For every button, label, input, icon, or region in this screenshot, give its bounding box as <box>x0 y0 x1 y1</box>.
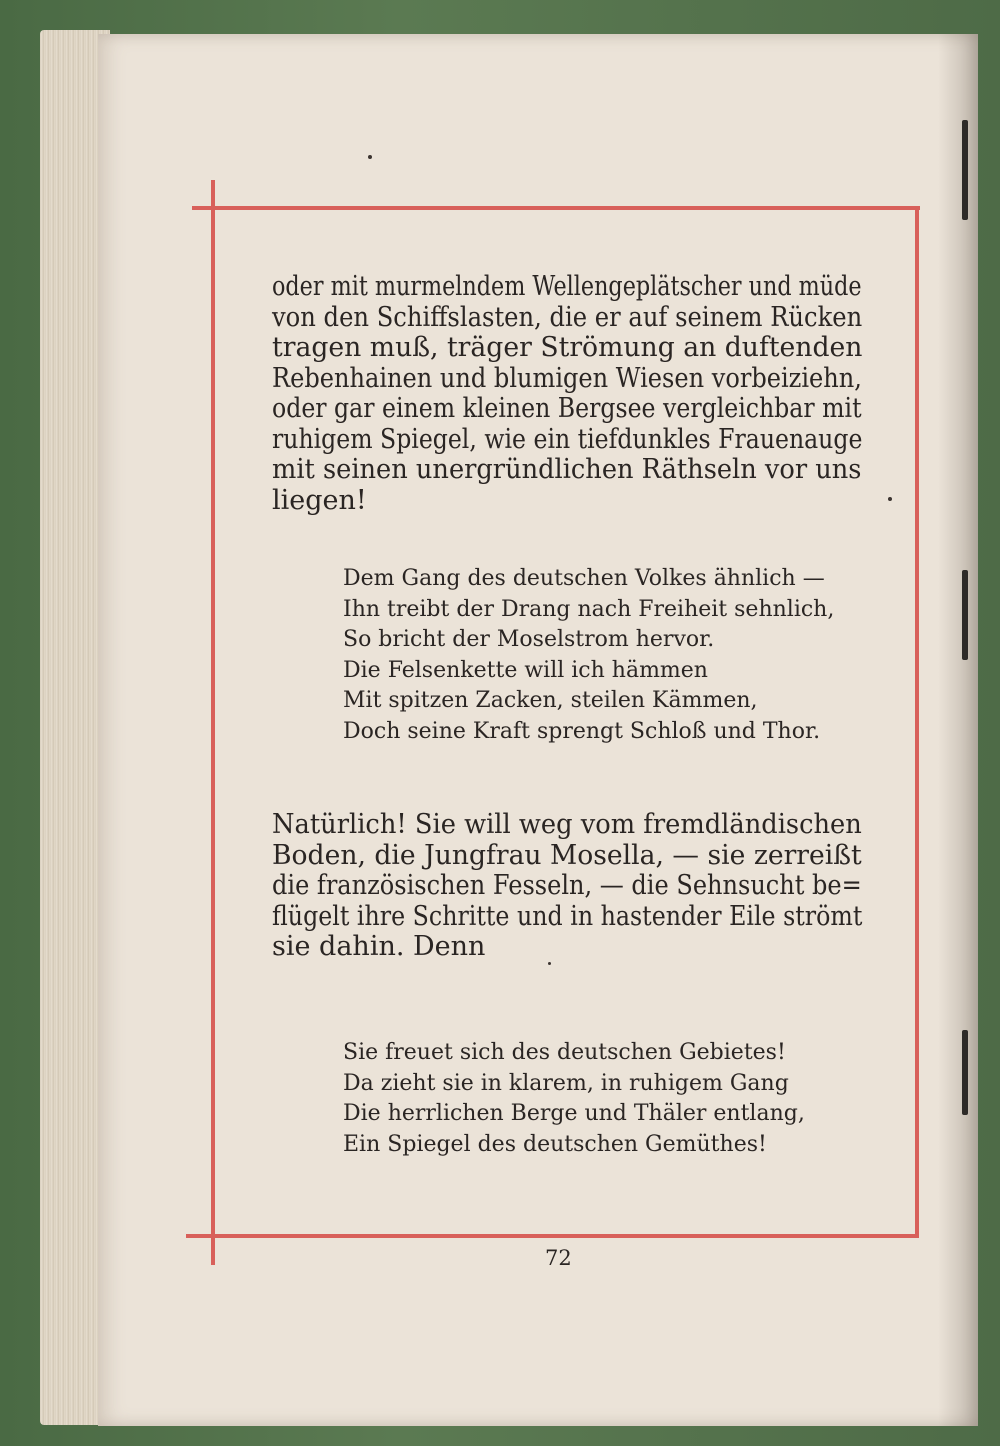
verse-line: Mit spitzen Zacken, steilen Kämmen, <box>343 688 758 713</box>
text-line: Natürlich! Sie will weg vom fremdländischen <box>272 809 862 840</box>
verse-line: Die Felsenkette will ich hämmen <box>343 657 708 683</box>
frame-top-rule <box>192 206 920 210</box>
prose-paragraph-2 <box>272 810 862 963</box>
frame-bottom-rule <box>186 1234 918 1238</box>
verse-line: Die herrlichen Berge und Thäler entlang, <box>343 1101 805 1126</box>
verse-line: Dem Gang des deutschen Volkes ähnlich — <box>343 566 825 591</box>
verse-line: So bricht der Moselstrom hervor. <box>343 627 715 652</box>
text-line: Boden, die Jungfrau Mosella, — sie zerreißt <box>272 839 862 871</box>
text-line: mit seinen unergründlichen Räthseln vor uns <box>272 454 862 485</box>
page-tab-marker <box>962 1030 968 1115</box>
verse-line: Sie freuet sich des deutschen Gebietes! <box>343 1040 786 1065</box>
text-line: oder mit murmelndem Wellengeplätscher und müde <box>272 271 862 302</box>
prose-paragraph-1 <box>272 272 862 516</box>
verse-line: Da zieht sie in klarem, in ruhigem Gang <box>343 1070 789 1096</box>
text-line: Rebenhainen und blumigen Wiesen vorbeiziehn, <box>272 362 862 394</box>
print-speck <box>368 155 372 159</box>
verse-line: Ihn treibt der Drang nach Freiheit sehnlich, <box>343 596 835 622</box>
text-line: ruhigem Spiegel, wie ein tiefdunkles Frauenauge <box>272 423 863 455</box>
print-speck <box>548 962 551 965</box>
page-tab-marker <box>962 120 968 220</box>
page-number: 72 <box>545 1246 572 1270</box>
verse-line: Ein Spiegel des deutschen Gemüthes! <box>343 1131 767 1157</box>
verse-stanza-1 <box>343 564 834 747</box>
text-line: die französischen Fesseln, — die Sehnsucht be= <box>272 870 862 901</box>
text-line: liegen! <box>272 484 367 516</box>
gutter-shadow <box>938 34 978 1426</box>
text-line: flügelt ihre Schritte und in hastender Eile strömt <box>272 900 863 932</box>
frame-right-rule <box>915 206 919 1238</box>
text-line: tragen muß, träger Strömung an duftenden <box>272 332 863 363</box>
page-tab-marker <box>962 570 968 660</box>
print-speck <box>888 497 892 501</box>
text-line: oder gar einem kleinen Bergsee vergleichbar mit <box>272 393 862 424</box>
verse-line: Doch seine Kraft sprengt Schloß und Thor. <box>343 718 821 744</box>
text-line: sie dahin. Denn <box>272 931 486 962</box>
frame-left-rule <box>211 180 215 1265</box>
text-line: von den Schiffslasten, die er auf seinem Rücken <box>272 301 863 333</box>
verse-stanza-2 <box>343 1038 805 1160</box>
